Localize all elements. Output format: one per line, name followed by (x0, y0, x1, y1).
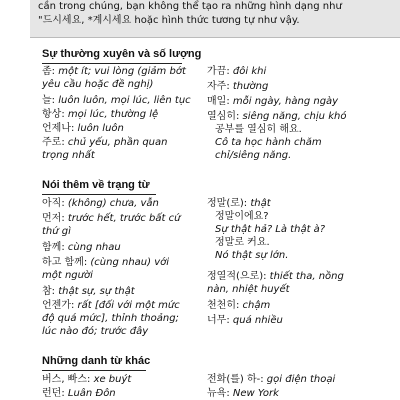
meaning: rất [đối với một mức (77, 300, 180, 311)
vocab-entry (42, 387, 202, 400)
section-rule (42, 194, 156, 195)
korean-word: 천천히: (207, 300, 240, 311)
vocab-entry (42, 94, 207, 107)
section-rule (42, 63, 182, 64)
meaning: thường (232, 81, 269, 92)
meaning: luôn luôn (77, 123, 124, 134)
section-title: Nói thêm về trạng từ (42, 179, 150, 191)
meaning: thật (250, 198, 271, 209)
meaning: thật sự, sự thật (58, 286, 135, 297)
vocab-entry (207, 270, 399, 296)
meaning: siêng năng, chịu khó (242, 111, 347, 122)
vocab-entry (42, 256, 202, 282)
top-note-line: "드시세요, *계시세요 hoặc hình thức tương tự như vậy. (38, 15, 300, 26)
korean-word: 함께: (42, 242, 65, 253)
example-translation: Cô ta học hành chăm (215, 137, 322, 148)
meaning: thiết tha, nồng (269, 271, 344, 282)
vocab-entry (42, 299, 204, 338)
korean-word: 항상: (42, 109, 65, 120)
meaning: luôn luôn, mọi lúc, liên tục (58, 95, 191, 106)
vocab-entry (207, 373, 397, 386)
korean-word: 정열적(으로): (207, 271, 267, 282)
meaning: (không) chưa, vẫn (67, 198, 159, 209)
korean-word: 너무: (207, 315, 230, 326)
vocab-entry (42, 212, 202, 238)
korean-word: 언젠가: (42, 300, 75, 311)
top-note-box (30, 0, 400, 38)
meaning: New York (232, 388, 279, 399)
vocab-entry (42, 241, 202, 254)
meaning: nàn, nhiệt huyết (207, 284, 290, 295)
meaning: mỗi ngày, hàng ngày (232, 96, 339, 107)
korean-word: 가끔: (207, 66, 230, 77)
meaning: yêu cầu hoặc đề nghị) (42, 79, 154, 90)
meaning: thứ gì (42, 226, 71, 237)
meaning: gọi điện thoại (266, 374, 336, 385)
meaning: đôi khi (232, 66, 267, 77)
vocab-entry (42, 285, 202, 298)
meaning: một ít; vui lòng (giảm bớt (58, 66, 186, 77)
meaning: độ quá mức], thỉnh thoảng; (42, 313, 179, 324)
meaning: chậm (242, 300, 271, 311)
example-sentence: 정말이에요? (215, 211, 269, 222)
meaning: mọi lúc, thường lệ (67, 109, 159, 120)
korean-word: 뉴욕: (207, 388, 230, 399)
top-note-line: cần trong chúng, bạn không thể tạo ra những hình dạng như (38, 1, 342, 12)
example-translation: Nó thật sự lớn. (215, 250, 289, 261)
vocab-entry (207, 197, 397, 262)
vocab-entry (42, 108, 202, 121)
korean-word: 주로: (42, 137, 65, 148)
korean-word: 좀: (42, 66, 56, 77)
vocab-entry (42, 122, 202, 135)
korean-word: 매일: (207, 96, 230, 107)
korean-word: 정말(로): (207, 198, 248, 209)
meaning: trọng nhất (42, 150, 95, 161)
korean-word: 아직: (42, 198, 65, 209)
korean-word: 자주: (207, 81, 230, 92)
vocab-entry (207, 80, 397, 93)
korean-word: 언제나: (42, 123, 75, 134)
vocab-entry (42, 373, 202, 386)
section-title: Sự thường xuyên và số lượng (42, 48, 202, 60)
korean-word: 전화(를) 하-: (207, 374, 264, 385)
vocab-entry (207, 110, 397, 162)
meaning: lúc nào đó; trước đây (42, 326, 149, 337)
meaning: quá nhiều (232, 315, 283, 326)
meaning: một người (42, 270, 93, 281)
vocab-entry (42, 197, 202, 210)
vocab-entry (207, 65, 397, 78)
meaning: Luân Đôn (67, 388, 116, 399)
vocab-entry (42, 65, 202, 91)
korean-word: 늘: (42, 95, 56, 106)
example-translation: chỉ/siêng năng. (215, 150, 292, 161)
korean-word: 버스, 빠스: (42, 374, 91, 385)
meaning: cùng nhau (67, 242, 121, 253)
meaning: chủ yếu, phần quan (67, 137, 168, 148)
vocab-entry (207, 387, 397, 400)
example-translation: Sự thật hả? Là thật à? (215, 224, 326, 235)
meaning: xe buýt (93, 374, 132, 385)
section-rule (42, 370, 146, 371)
korean-word: 열심히: (207, 111, 240, 122)
vocab-entry (207, 314, 397, 327)
korean-word: 먼저: (42, 213, 65, 224)
section-title: Những danh từ khác (42, 355, 151, 367)
example-sentence: 공부를 열심히 해요. (215, 124, 302, 135)
korean-word: 런던: (42, 388, 65, 399)
korean-word: 하고 함께: (42, 257, 88, 268)
meaning: (cùng nhau) với (90, 257, 170, 268)
example-sentence: 정말로 커요. (215, 237, 270, 248)
vocab-entry (207, 299, 397, 312)
vocab-entry (207, 95, 397, 108)
korean-word: 참: (42, 286, 56, 297)
vocab-entry (42, 136, 202, 162)
meaning: trước hết, trước bất cứ (67, 213, 181, 224)
